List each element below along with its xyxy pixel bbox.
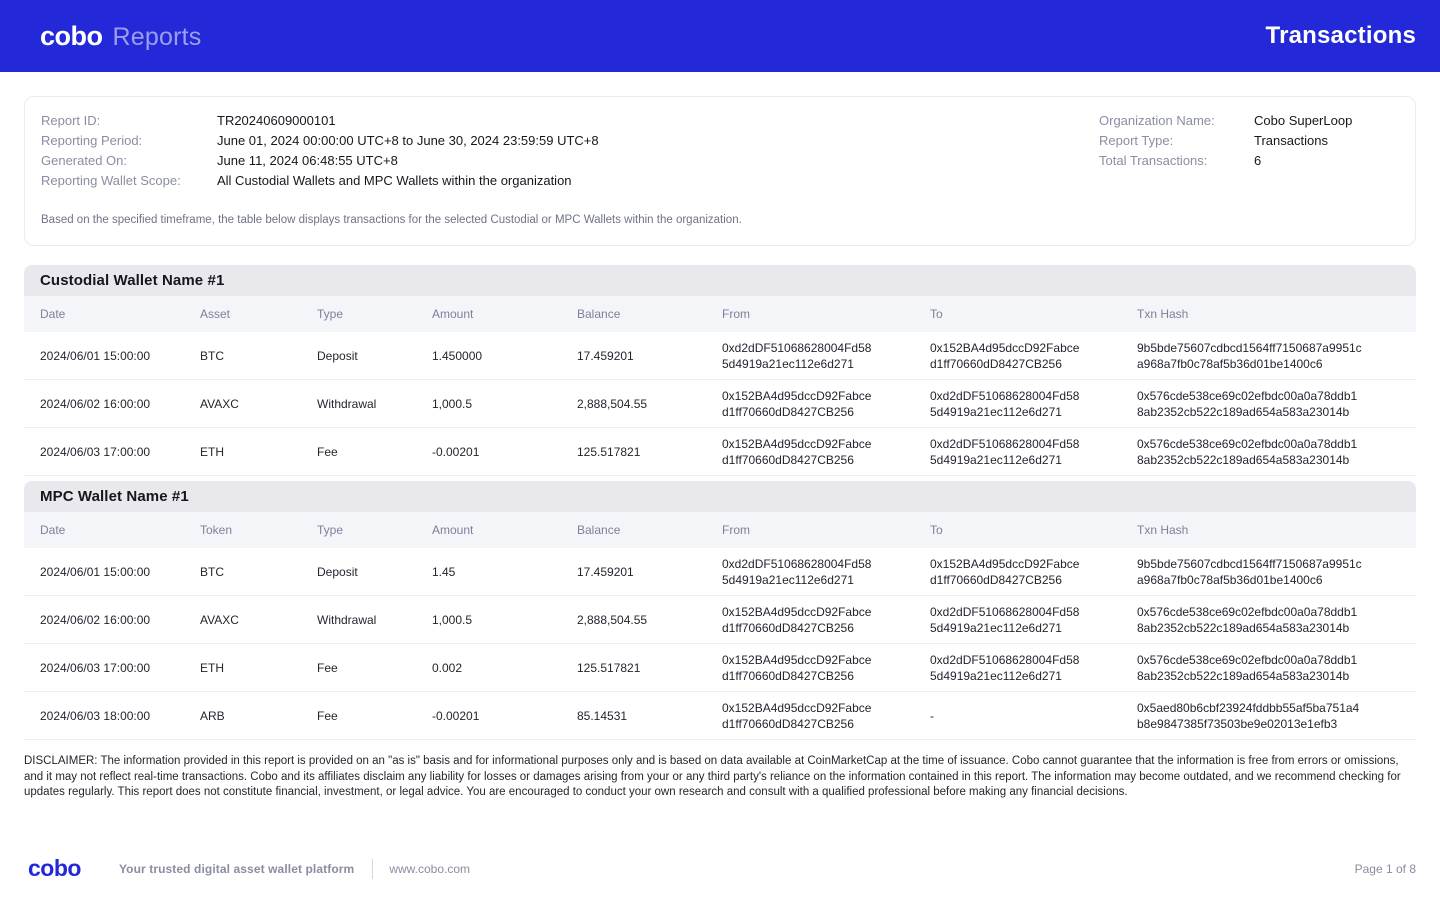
to-address-cell: 0xd2dDF51068628004Fd58 5d4919a21ec112e6d271	[930, 604, 1080, 635]
from-address-cell: 0xd2dDF51068628004Fd58 5d4919a21ec112e6d271	[722, 340, 872, 371]
info-row-report-id	[41, 111, 599, 131]
reporting-period-value: June 01, 2024 00:00:00 UTC+8 to June 30, 2024 23:59:59 UTC+8	[217, 133, 599, 148]
tables	[24, 265, 1416, 740]
amount-cell: -0.00201	[432, 708, 480, 723]
balance-cell: 85.14531	[577, 708, 628, 723]
wallet-table-section	[24, 265, 1416, 476]
report-info-card	[24, 96, 1416, 246]
to-address-cell: 0xd2dDF51068628004Fd58 5d4919a21ec112e6d271	[930, 436, 1080, 467]
txn-hash-cell: 9b5bde75607cdbcd1564ff7150687a9951c a968a7fb0c78af5b36d01be1400c6	[1137, 340, 1362, 371]
txn-hash-cell: 0x576cde538ce69c02efbdc00a0a78ddb1 8ab2352cb522c189ad654a583a23014b	[1137, 388, 1358, 419]
column-header-amount: Amount	[432, 307, 474, 321]
type-cell: Fee	[317, 708, 338, 723]
wallet-table-section	[24, 481, 1416, 740]
txn-hash-cell: 0x5aed80b6cbf23924fddbb55af5ba751a4 b8e9847385f73503be9e02013e1efb3	[1137, 700, 1360, 731]
column-header-date: Date	[40, 307, 66, 321]
asset-cell: BTC	[200, 348, 224, 363]
balance-cell: 2,888,504.55	[577, 396, 648, 411]
date-cell: 2024/06/01 15:00:00	[40, 348, 151, 363]
to-address-cell: 0xd2dDF51068628004Fd58 5d4919a21ec112e6d271	[930, 388, 1080, 419]
from-address-cell: 0x152BA4d95dccD92Fabce d1ff70660dD8427CB256	[722, 652, 872, 683]
page-number: Page 1 of 8	[1354, 861, 1416, 876]
info-row-organization-name	[1099, 111, 1399, 131]
date-cell: 2024/06/03 17:00:00	[40, 660, 151, 675]
report-note: Based on the specified timeframe, the table below displays transactions for the selected Custodial or MPC Wallets within the organization.	[41, 214, 742, 226]
page-footer	[24, 855, 1416, 882]
date-cell: 2024/06/02 16:00:00	[40, 396, 151, 411]
amount-cell: 1.450000	[432, 348, 483, 363]
report-type-value: Transactions	[1254, 133, 1328, 148]
logo-suffix-reports: Reports	[112, 22, 202, 51]
table-row	[24, 548, 1416, 596]
wallet-section-title-bar	[24, 481, 1416, 512]
info-label: Report ID:	[41, 113, 101, 128]
info-row-wallet-scope	[41, 171, 599, 191]
asset-cell: BTC	[200, 564, 224, 579]
asset-cell: ARB	[200, 708, 225, 723]
txn-hash-cell: 0x576cde538ce69c02efbdc00a0a78ddb1 8ab2352cb522c189ad654a583a23014b	[1137, 604, 1358, 635]
disclaimer-text: DISCLAIMER: The information provided in this report is provided on an "as is" basis and for informational purposes only and is based on data available at CoinMarketCap at the time of issuance. Cobo cannot guarantee that the information is free from errors or omissions, and it may not reflect real-time transactions. Cobo and its affiliates disclaim any liability for losses or damages arising from your or any third party's reliance on the information contained in this report. The information may become outdated, and we recommend checking for updates regularly. This report does not constitute financial, investment, or legal advice. You are encouraged to conduct your own research and consult with a qualified professional before making any financial decisions.	[24, 755, 1401, 798]
to-address-cell: 0xd2dDF51068628004Fd58 5d4919a21ec112e6d271	[930, 652, 1080, 683]
info-label: Total Transactions:	[1099, 153, 1208, 168]
table-row	[24, 596, 1416, 644]
table-row	[24, 644, 1416, 692]
to-address-cell: 0x152BA4d95dccD92Fabce d1ff70660dD8427CB256	[930, 340, 1080, 371]
report-info-right	[1099, 111, 1399, 191]
organization-name-value: Cobo SuperLoop	[1254, 113, 1353, 128]
asset-cell: ETH	[200, 660, 224, 675]
table-row	[24, 692, 1416, 740]
wallet-section-title: Custodial Wallet Name #1	[40, 272, 225, 289]
type-cell: Deposit	[317, 564, 358, 579]
date-cell: 2024/06/01 15:00:00	[40, 564, 151, 579]
date-cell: 2024/06/03 18:00:00	[40, 708, 151, 723]
balance-cell: 125.517821	[577, 660, 641, 675]
info-label: Reporting Wallet Scope:	[41, 173, 181, 188]
column-header-to: To	[930, 523, 943, 537]
to-address-cell: -	[930, 708, 934, 723]
wallet-section-title: MPC Wallet Name #1	[40, 488, 189, 505]
table-row	[24, 428, 1416, 476]
column-header-from: From	[722, 307, 750, 321]
footer-url-link[interactable]: www.cobo.com	[389, 861, 471, 876]
info-row-reporting-period	[41, 131, 599, 151]
column-header-amount: Amount	[432, 523, 474, 537]
amount-cell: 1,000.5	[432, 612, 473, 627]
balance-cell: 2,888,504.55	[577, 612, 648, 627]
generated-on-value: June 11, 2024 06:48:55 UTC+8	[217, 153, 398, 168]
column-header-balance: Balance	[577, 307, 621, 321]
type-cell: Fee	[317, 444, 338, 459]
cobo-logo: cobo	[40, 20, 103, 51]
from-address-cell: 0x152BA4d95dccD92Fabce d1ff70660dD8427CB256	[722, 388, 872, 419]
type-cell: Withdrawal	[317, 396, 377, 411]
header-logo-group	[40, 21, 201, 52]
table-row	[24, 380, 1416, 428]
balance-cell: 17.459201	[577, 348, 634, 363]
amount-cell: 1,000.5	[432, 396, 473, 411]
report-info-columns	[41, 111, 1399, 191]
type-cell: Withdrawal	[317, 612, 377, 627]
amount-cell: -0.00201	[432, 444, 480, 459]
cobo-footer-logo: cobo	[28, 855, 81, 881]
date-cell: 2024/06/02 16:00:00	[40, 612, 151, 627]
column-header-from: From	[722, 523, 750, 537]
txn-hash-cell: 9b5bde75607cdbcd1564ff7150687a9951c a968a7fb0c78af5b36d01be1400c6	[1137, 556, 1362, 587]
type-cell: Fee	[317, 660, 338, 675]
asset-cell: AVAXC	[200, 612, 239, 627]
table-row	[24, 332, 1416, 380]
report-info-left	[41, 111, 599, 191]
info-row-total-transactions	[1099, 151, 1399, 171]
from-address-cell: 0xd2dDF51068628004Fd58 5d4919a21ec112e6d271	[722, 556, 872, 587]
column-header-type: Type	[317, 523, 344, 537]
info-label: Report Type:	[1099, 133, 1174, 148]
table-header-row	[24, 296, 1416, 332]
from-address-cell: 0x152BA4d95dccD92Fabce d1ff70660dD8427CB256	[722, 436, 872, 467]
info-label: Reporting Period:	[41, 133, 143, 148]
asset-cell: ETH	[200, 444, 224, 459]
table-header-row	[24, 512, 1416, 548]
amount-cell: 0.002	[432, 660, 463, 675]
asset-cell: AVAXC	[200, 396, 239, 411]
info-row-report-type	[1099, 131, 1399, 151]
app-header	[0, 0, 1440, 72]
column-header-date: Date	[40, 523, 66, 537]
amount-cell: 1.45	[432, 564, 456, 579]
wallet-section-title-bar	[24, 265, 1416, 296]
from-address-cell: 0x152BA4d95dccD92Fabce d1ff70660dD8427CB256	[722, 604, 872, 635]
wallet-scope-value: All Custodial Wallets and MPC Wallets within the organization	[217, 173, 572, 188]
footer-divider	[372, 859, 373, 879]
info-label: Organization Name:	[1099, 113, 1215, 128]
column-header-balance: Balance	[577, 523, 621, 537]
type-cell: Deposit	[317, 348, 358, 363]
column-header-txn-hash: Txn Hash	[1137, 523, 1189, 537]
txn-hash-cell: 0x576cde538ce69c02efbdc00a0a78ddb1 8ab2352cb522c189ad654a583a23014b	[1137, 652, 1358, 683]
txn-hash-cell: 0x576cde538ce69c02efbdc00a0a78ddb1 8ab2352cb522c189ad654a583a23014b	[1137, 436, 1358, 467]
info-label: Generated On:	[41, 153, 127, 168]
from-address-cell: 0x152BA4d95dccD92Fabce d1ff70660dD8427CB256	[722, 700, 872, 731]
column-header-txn-hash: Txn Hash	[1137, 307, 1189, 321]
page-title: Transactions	[1265, 22, 1416, 49]
column-header-to: To	[930, 307, 943, 321]
to-address-cell: 0x152BA4d95dccD92Fabce d1ff70660dD8427CB256	[930, 556, 1080, 587]
balance-cell: 17.459201	[577, 564, 634, 579]
info-row-generated-on	[41, 151, 599, 171]
total-transactions-value: 6	[1254, 153, 1262, 168]
balance-cell: 125.517821	[577, 444, 641, 459]
date-cell: 2024/06/03 17:00:00	[40, 444, 151, 459]
column-header-token: Token	[200, 523, 233, 537]
report-id-value: TR20240609000101	[217, 113, 336, 128]
column-header-asset: Asset	[200, 307, 231, 321]
footer-tagline: Your trusted digital asset wallet platform	[118, 861, 355, 876]
column-header-type: Type	[317, 307, 344, 321]
